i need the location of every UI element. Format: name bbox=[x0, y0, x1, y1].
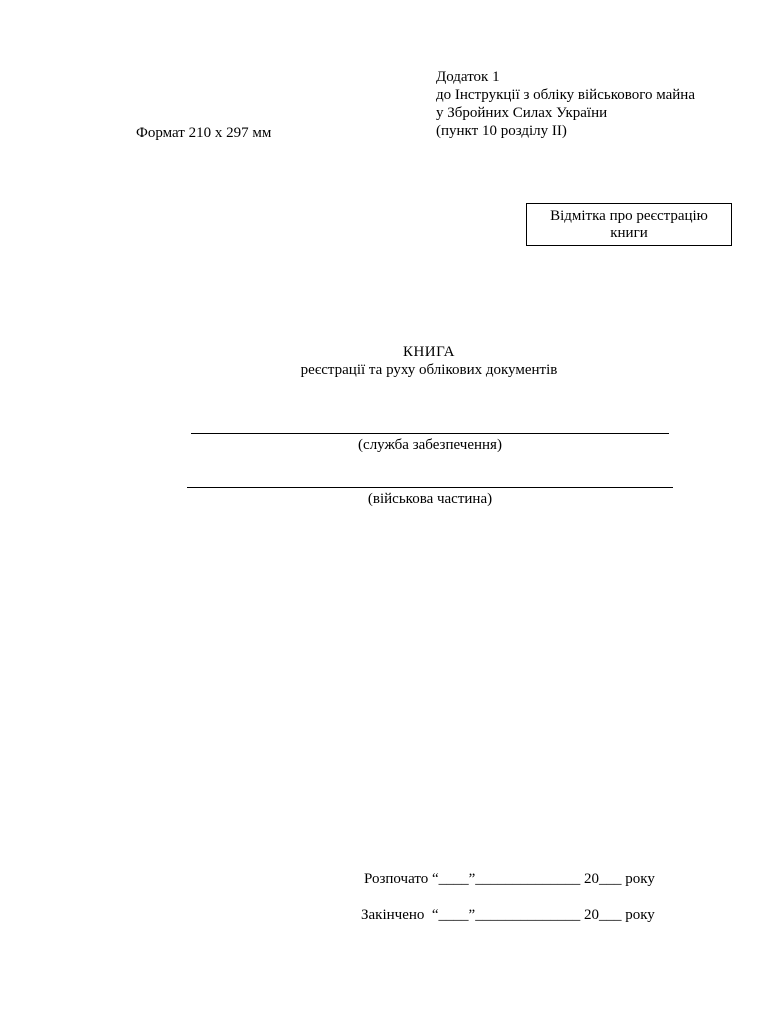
finished-date-line: Закінчено “____”______________ 20___ року bbox=[361, 907, 655, 923]
service-caption: (служба забезпечення) bbox=[358, 437, 502, 453]
appendix-line-3: у Збройних Силах України bbox=[436, 105, 608, 121]
book-title bbox=[0, 343, 768, 379]
format-label: Формат 210 х 297 мм bbox=[136, 125, 272, 141]
started-date-line: Розпочато “____”______________ 20___ року bbox=[364, 871, 655, 887]
service-blank-line bbox=[191, 433, 669, 434]
registration-mark-line-1: Відмітка про реєстрацію bbox=[550, 208, 708, 224]
appendix-line-1: Додаток 1 bbox=[436, 69, 500, 85]
appendix-block bbox=[436, 68, 695, 140]
unit-blank-line bbox=[187, 487, 673, 488]
book-title-heading: КНИГА bbox=[402, 344, 456, 360]
unit-caption: (військова частина) bbox=[367, 491, 493, 507]
appendix-line-4: (пункт 10 розділу ІІ) bbox=[436, 123, 567, 139]
registration-mark-box bbox=[526, 203, 732, 246]
appendix-line-2: до Інструкції з обліку військового майна bbox=[436, 87, 695, 103]
registration-mark-line-2: книги bbox=[610, 225, 648, 241]
book-title-subtitle: реєстрації та руху облікових документів bbox=[300, 362, 558, 378]
